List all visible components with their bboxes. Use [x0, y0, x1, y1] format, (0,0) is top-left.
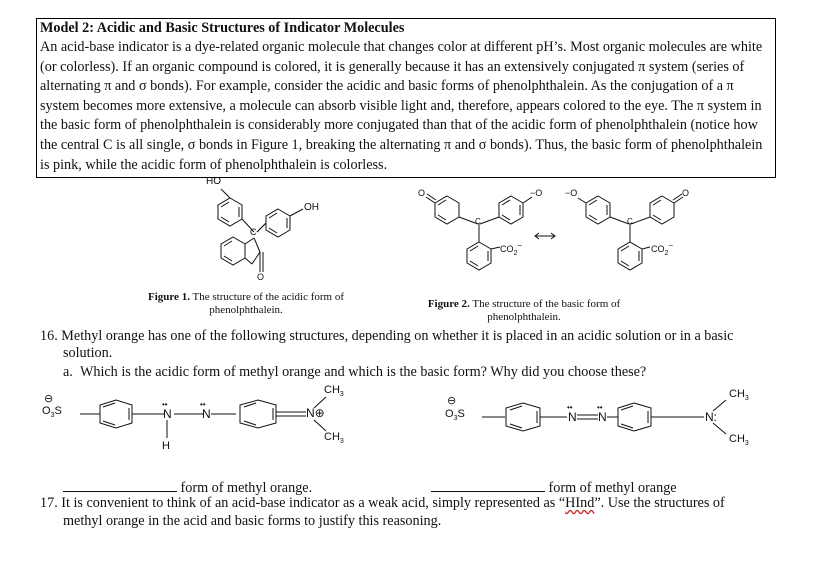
mo1-n2: N — [202, 407, 211, 421]
fig2a-left-o: O — [418, 188, 426, 198]
fig2a-central-c: C — [475, 217, 481, 226]
q17-line2: methyl orange in the acid and basic forms to justify this reasoning. — [63, 513, 442, 529]
mo1-so3: $O_3S$ — [42, 405, 62, 420]
fig1-carbonyl-o: O — [257, 272, 265, 282]
q17-line1: 17. It is convenient to think of an acid-base indicator as a weak acid, simply represented as “HInd”. Use the structures of — [40, 495, 725, 511]
mo2-so3: $O_3S$ — [445, 408, 465, 423]
fig2b-central-c: C — [627, 217, 633, 226]
fig2b-co2-label: $CO_2^-$ — [651, 241, 674, 257]
mo1-ch3-bottom: $CH_3$ — [324, 431, 344, 446]
mo2-ch3-bottom: $CH_3$ — [729, 433, 749, 448]
fig1-ho-label: HO — [206, 176, 221, 187]
q16-line2: solution. — [63, 345, 113, 361]
mo1-n2-lonepair: •• — [200, 400, 206, 409]
mo2-ch3-top: $CH_3$ — [729, 388, 749, 403]
mo2-n2: N — [598, 410, 607, 424]
answer-blank-1[interactable] — [63, 479, 177, 492]
q16-line1: 16. Methyl orange has one of the following structures, depending on whether it is placed in an acidic solution or in a basic — [40, 328, 734, 344]
fig1-central-c: C — [250, 227, 257, 237]
fig2b-left-o: −O — [565, 188, 578, 198]
answer-blank-2[interactable] — [431, 479, 545, 492]
mo2-n2-lonepair: •• — [597, 403, 603, 412]
figure2-caption: Figure 2. The structure of the basic form of phenolphthalein. — [427, 298, 621, 323]
hind-term: HInd — [565, 495, 595, 511]
answer-line-1: form of methyl orange. — [63, 479, 312, 497]
answer-line-2: form of methyl orange — [431, 479, 677, 497]
mo1-n-plus: N⊕ — [306, 406, 325, 420]
mo2-n1: N — [568, 410, 577, 424]
mo1-h: H — [162, 440, 170, 452]
model-title: Model 2: Acidic and Basic Structures of Indicator Molecules — [40, 20, 405, 36]
mo1-ch3-top: $CH_3$ — [324, 384, 344, 399]
figure1-caption: Figure 1. The structure of the acidic form of phenolphthalein. — [147, 291, 345, 316]
fig2a-right-o: −O — [530, 188, 543, 198]
fig2b-right-o: O — [682, 188, 690, 198]
mo1-minus: ⊖ — [44, 393, 54, 405]
fig1-oh-label: OH — [304, 202, 319, 213]
mo1-n1-lonepair: •• — [162, 400, 168, 409]
mo2-n1-lonepair: •• — [567, 403, 573, 412]
mo2-minus: ⊖ — [447, 395, 457, 407]
mo2-n-amine: N: — [705, 410, 718, 424]
fig2a-co2-label: $CO_2^-$ — [500, 241, 523, 257]
mo1-n1: N — [163, 407, 172, 421]
q16a: a. Which is the acidic form of methyl orange and which is the basic form? Why did you choose these? — [63, 364, 647, 380]
model-paragraph: An acid-base indicator is a dye-related organic molecule that changes color at different pH’s. Most organic molecules are white (or colorless). If an organic compound is colored, it is generally because it has an extensively conjugated π system (series of alternating π and σ bonds). For example, consider the acidic and basic forms of phenolphthalein. As the conjugation of a π system becomes more extensive, a molecule can absorb visible light and, therefore, appears colored to the eye. The π system in the basic form of phenolphthalein is considerably more conjugated than that of the acidic form of phenolphthalein (notice how the central C is all single, σ bonds in Figure 1, breaking the alternating π and σ bonds). Thus, the basic form of phenolphthalein is pink, while the acidic form of phenolphthalein is colorless. — [40, 39, 763, 173]
